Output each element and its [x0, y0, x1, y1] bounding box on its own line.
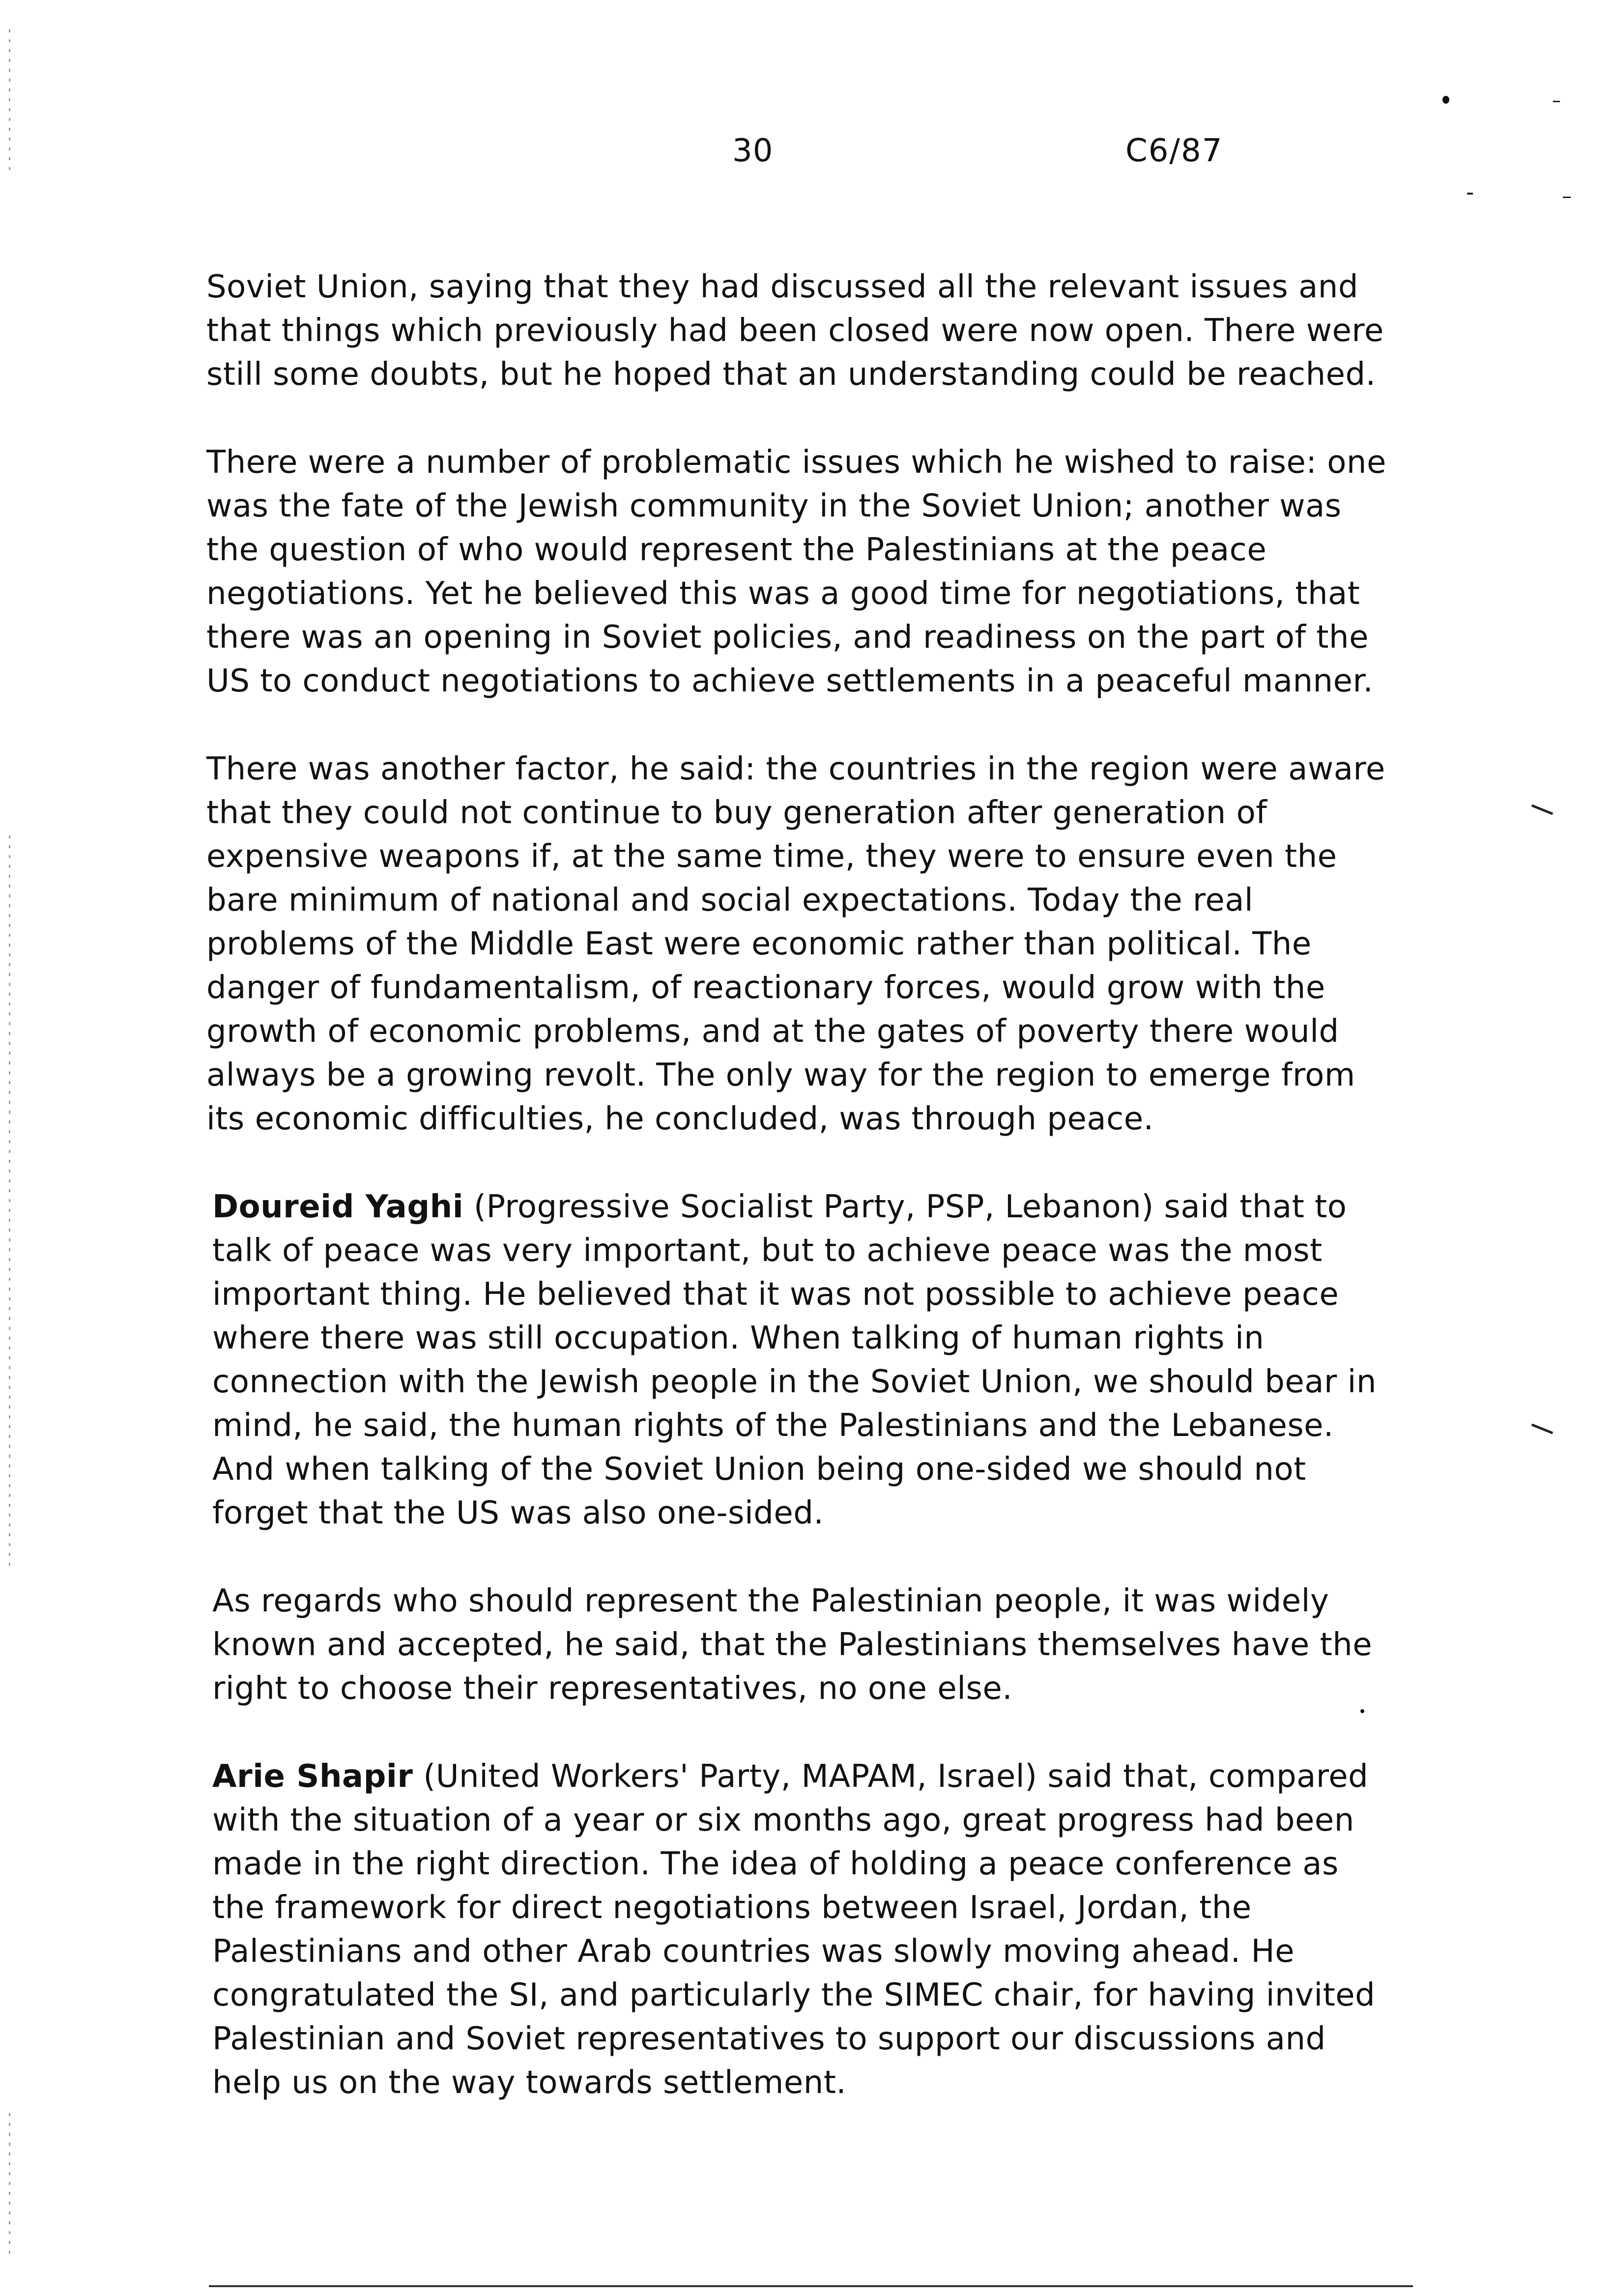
footer-rule — [209, 2285, 1413, 2287]
page-number: 30 — [732, 133, 774, 169]
scan-mark — [1467, 193, 1473, 195]
body-text — [206, 265, 1396, 2149]
paragraph — [212, 1185, 1396, 1535]
margin-tick — [1531, 1424, 1554, 1435]
paragraph-text: There was another factor, he said: the countries in the region were aware that they could not continue to buy generation after generation of expensive weapons if, at the same time, they were to ensure even the bare minimum of national and social expectations. Today the real problems of the Middle East were economic rather than political. The danger of fundamentalism, of reactionary forces, would grow with the growth of economic problems, and at the gates of poverty there would always be a growing revolt. The only way for the region to emerge from its economic difficulties, he concluded, was through peace. — [206, 751, 1385, 1137]
paragraph — [212, 1755, 1396, 2105]
paragraph-text: (Progressive Socialist Party, PSP, Lebanon) said that to talk of peace was very important, but to achieve peace was the most important thing. He believed that it was not possible to achieve peace where there was still occupation. When talking of human rights in connection with the Jewish people in the Soviet Union, we should bear in mind, he said, the human rights of the Palestinians and the Lebanese. And when talking of the Soviet Union being one-sided we should not forget that the US was also one-sided. — [212, 1189, 1377, 1531]
scan-mark — [1563, 197, 1571, 198]
margin-tick — [1531, 804, 1554, 815]
paragraph — [206, 747, 1396, 1141]
paragraph-text: As regards who should represent the Palestinian people, it was widely known and accepted, he said, that the Palestinians themselves have the right to choose their representatives, no one else. — [212, 1583, 1373, 1707]
paragraph — [206, 441, 1396, 703]
speaker-name: Arie Shapir — [212, 1758, 413, 1795]
scan-edge — [9, 835, 10, 1573]
scan-speck — [1442, 96, 1449, 104]
scan-mark — [1553, 101, 1560, 102]
paragraph — [212, 1579, 1396, 1711]
paragraph-text: There were a number of problematic issues which he wished to raise: one was the fate of the Jewish community in the Soviet Union; another was the question of who would represent the Palestinians at the peace negotiations. Yet he believed this was a good time for negotiations, that there was an opening in Soviet policies, and readiness on the part of the US to conduct negotiations to achieve settlements in a peaceful manner. — [206, 444, 1386, 699]
speaker-name: Doureid Yaghi — [212, 1189, 464, 1225]
paragraph — [206, 265, 1396, 397]
paragraph-text: (United Workers' Party, MAPAM, Israel) said that, compared with the situation of a year or six months ago, great progress had been made in the right direction. The idea of holding a peace conference as the framework for direct negotiations between Israel, Jordan, the Palestinians and other Arab countries was slowly moving ahead. He congratulated the SI, and particularly the SIMEC chair, for having invited Palestinian and Soviet representatives to support our discussions and help us on the way towards settlement. — [212, 1758, 1376, 2101]
scan-edge — [9, 29, 10, 177]
scan-edge — [9, 2113, 10, 2261]
document-reference: C6/87 — [1125, 133, 1223, 169]
paragraph-text: Soviet Union, saying that they had discussed all the relevant issues and that things which previously had been closed were now open. There were still some doubts, but he hoped that an understanding could be reached. — [206, 269, 1384, 393]
